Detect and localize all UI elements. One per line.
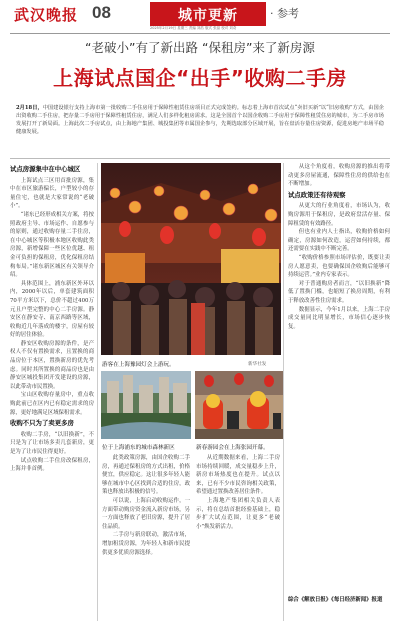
- column-rule: [97, 163, 98, 621]
- subhead-a1: 试点房源集中在中心城区: [10, 165, 81, 173]
- photo-caption-bottom-left: 位于上海浦东的城市森林新区: [102, 445, 175, 451]
- paragraph: 从更大的行业角度看，市场认为，收购房源用于保租房，是政府盘活存量、保障租赁的有效路径。: [288, 203, 390, 227]
- column-b: [102, 454, 190, 557]
- section-tail: · 参考: [270, 7, 299, 20]
- section-title: 城市更新: [178, 8, 238, 24]
- paragraph: 可以说，上海启动收购运作，一方面带动购房资金流入新房市场，另一方面也释放了老旧房源，提升了居住品质。: [102, 497, 190, 530]
- page-number: 08: [92, 3, 111, 22]
- main-headline: 上海试点国企“出手”收购二手房: [53, 66, 347, 90]
- masthead: [0, 0, 400, 30]
- paragraph: 从近期数据来看，上海二手房市场持续回暖，成交量稳步上升，新房市场热度也在提升。试点以来，已有不少市民咨询相关政策，希望通过置换改善居住条件。: [196, 455, 280, 496]
- paragraph: 对于普通购房者而言，“以旧换新”降低了置换门槛，也缩短了换房周期，有利于释放改善性住房需求。: [288, 280, 390, 304]
- zhangyuan-fair-photo: [195, 371, 283, 439]
- paragraph: 上海地产集团相关负责人表示，将在总结首批经验基础上，稳步扩大试点范围，让更多“老破小”焕发新活力。: [196, 497, 280, 530]
- section-banner: [150, 2, 266, 26]
- column-a: [10, 163, 94, 474]
- photo-caption-bottom-right: 新春游园会在上海张园开幕。: [196, 445, 269, 451]
- column-d: [288, 163, 390, 331]
- paragraph: 但也有业内人士指出，收购价格如何确定，房源如何改造，运营如何持续，都还需要在实践中不断完善。: [288, 229, 390, 253]
- lantern-fair-photo: [101, 163, 281, 355]
- lead-divider: [10, 158, 390, 159]
- lead-paragraph: [16, 104, 384, 136]
- paragraph: 具体范围上，浦东新区外环以内，2000年以后，单套建筑面积70平方米以下，总价不超过400万元且户型完整的中心二手房源。静安区在静安寺、南京西路等区域，收购近几年落成的楼宇，房屋有较好的居住体验。: [10, 280, 94, 339]
- edition-meta: 2025年2月19日 星期三 责编 刘浩 版式 张晶 校对 刘奇: [150, 26, 237, 30]
- paragraph: “诸东已经形成相关方案，将按照政府主导、市场运作、自愿参与的原则，通过收购存量二手住房，在中心城区等积极本地区收购此类房源，新增保障一些区位优越、租金可负担的保租房，优化保租房结构布局。”诸东新区城区有关领导介绍。: [10, 211, 94, 279]
- source-note: 综合《解放日报》《每日经济新闻》报道: [288, 597, 383, 603]
- masthead-rule: [10, 33, 390, 34]
- paragraph: 静安区收购房源的条件，是产权人不仅有置换需求，且置换的商品房位于本区，置换新房的优先考虑。同时其所置换的商品房也是由静安区城投集团开发建设的房源，以此带动市民置换。: [10, 340, 94, 390]
- forest-district-photo: [101, 371, 191, 439]
- paragraph: 宝山区收购存量房中，重点收购此前已在区内已有稳定需求的房源，更好地满足区域保租需求。: [10, 392, 94, 416]
- paper-name: 武汉晚报: [14, 6, 79, 24]
- subhead-d1: 试点政策还有待观察: [288, 190, 346, 199]
- paragraph: 从这个角度看，收购房源的推出将带动更多房屋流通，保障性住房的供给也在不断增加。: [288, 164, 390, 188]
- column-rule: [283, 163, 284, 621]
- paragraph: 此类政策房源，由国企收购二手房，再通过保租房的方式出租，价格便宜，供应稳定。这让很多年轻人能够在城市中心区找到合适的住房，政策也释放出积极的信号。: [102, 455, 190, 496]
- paragraph: 试点收购二手住房改保租房，上海并非首例。: [10, 457, 94, 473]
- headline-kicker: “老破小”有了新出路 “保租房”来了新房源: [85, 40, 315, 55]
- lead-text: 中国建设银行支持上海市第一批收购二手住房用于保障性租赁住房项目正式完成签约。标志着上海市首次试点“卖旧买新”以“旧房收购”方式，由国企出资收购二手住房，把存量二手房用于保障性租赁住房，满足人们多样化租房需求。这是全国首个以国企收购二手房用于保障性租赁住房的城市，为二手房市场发展打开了新局面。上海此次二手房试点，由上海地产集团、城投集团等市属国企参与，先期选取部分区域开展，旨在盘活存量住房资源，促进房地产市场平稳健康发展。: [16, 105, 384, 135]
- paragraph: 上海试点三区用首批房源，集中在市区旅游偏长，户型较小的存量住宅，也就是大家常说的“老破小”。: [10, 177, 94, 210]
- photo-caption-top: 游客在上海豫园灯会上游玩。: [102, 362, 175, 368]
- column-c: [196, 454, 280, 531]
- lead-date: 2月18日，: [16, 105, 43, 111]
- photo-credit-top: 新华社发: [248, 362, 267, 367]
- paragraph: 数据显示，今年1月以来，上海二手房成交量同比明显增长，市场信心逐步恢复。: [288, 306, 390, 330]
- subhead-a2: 收购不只为了卖更多房: [10, 419, 74, 428]
- paragraph: “收购价格参照市场评估价，既要让卖房人愿意卖，也要确保国企收购后能够可持续运营。”业内专家表示。: [288, 254, 390, 279]
- paragraph: 二手房与新房联动，激活市场，增加租赁房源，为年轻人和新市民提供更多优质房源选择。: [102, 532, 190, 556]
- paragraph: 收购二手房，“以旧换新”，不只是为了让市场多卖几套新房，更是为了让市民住得更好。: [10, 431, 94, 455]
